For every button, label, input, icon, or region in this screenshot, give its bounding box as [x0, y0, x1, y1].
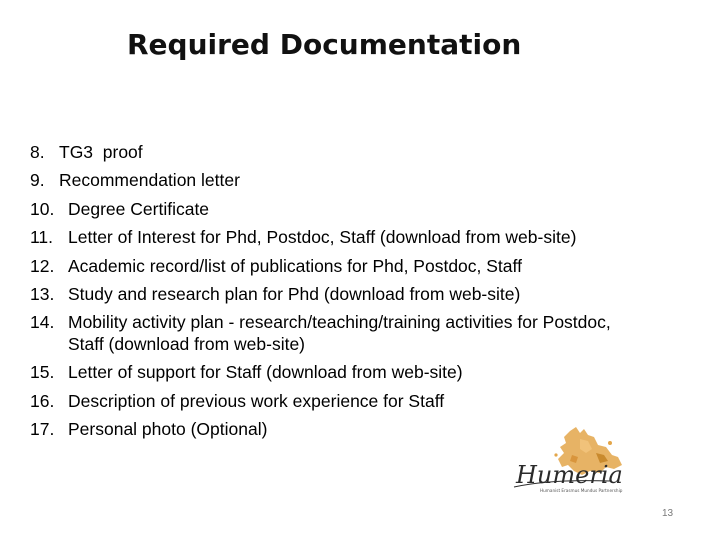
- list-item: [30, 166, 700, 194]
- list-item-number: 8.: [30, 142, 45, 162]
- list-item-continuation: Staff (download from web-site): [68, 333, 306, 354]
- list-item-text: TG3 proof: [59, 142, 143, 162]
- list-item-text: Description of previous work experience for Staff: [68, 390, 445, 411]
- list-item-number: 15.: [30, 362, 55, 383]
- list-item-text: Personal photo (Optional): [68, 419, 268, 440]
- list-item-text: Letter of Interest for Phd, Postdoc, Staff (download from web-site): [68, 227, 577, 248]
- list-item: [30, 358, 700, 386]
- list-item-text: Recommendation letter: [59, 170, 240, 191]
- list-item: [30, 252, 700, 280]
- list-item-number: 10.: [30, 198, 55, 219]
- list-item-text: Academic record/list of publications for Phd, Postdoc, Staff: [68, 255, 522, 276]
- list-item-text: Mobility activity plan - research/teaching/training activities for Postdoc,: [68, 312, 611, 333]
- list-item-number: 14.: [30, 312, 55, 333]
- list-item: [30, 195, 700, 223]
- list-item-text: Study and research plan for Phd (download from web-site): [68, 284, 521, 305]
- page-title: Required Documentation: [127, 28, 522, 61]
- list-item-text: Letter of support for Staff (download from web-site): [68, 362, 463, 383]
- list-item-text: Degree Certificate: [68, 198, 210, 219]
- list-item-number: 12.: [30, 255, 55, 276]
- logo-tagline: Humanist Erasmus Mundus Partnership: [540, 488, 623, 493]
- list-item-number: 11.: [30, 227, 54, 248]
- list-item-number: 13.: [30, 284, 55, 305]
- list-item-number: 16.: [30, 390, 55, 411]
- humeria-logo-icon: [510, 425, 635, 497]
- list-item: [30, 138, 700, 166]
- list-item-number: 9.: [30, 170, 45, 191]
- list-item: [30, 223, 700, 251]
- logo-wordmark: Humeria: [516, 461, 623, 489]
- list-item-number: 17.: [30, 419, 55, 440]
- page-number: 13: [662, 508, 674, 519]
- list-item: [30, 280, 700, 308]
- documentation-list: [30, 138, 700, 443]
- list-item: [30, 308, 700, 358]
- list-item: [30, 387, 700, 415]
